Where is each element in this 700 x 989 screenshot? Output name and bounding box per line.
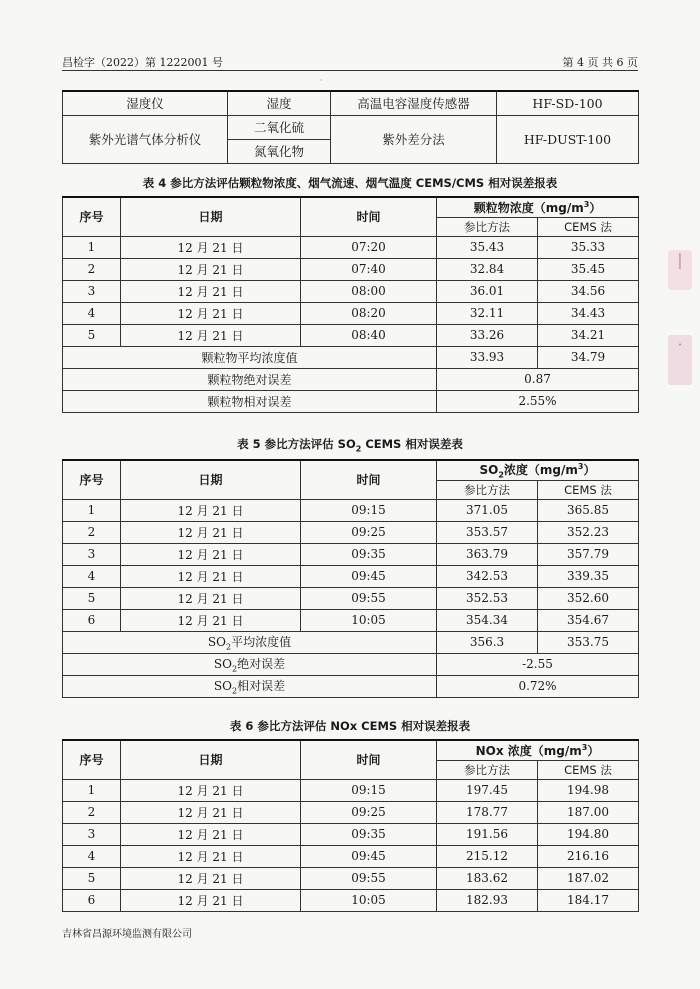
- row-time: 08:40: [301, 324, 437, 346]
- row-seq: 6: [63, 889, 121, 911]
- avg-row: [63, 631, 639, 653]
- rel-value: 2.55%: [437, 390, 639, 412]
- row-date: 12 月 21 日: [121, 499, 301, 521]
- col-cems: CEMS 法: [538, 760, 639, 779]
- row-time: 09:55: [301, 867, 437, 889]
- col-cems: CEMS 法: [538, 217, 639, 236]
- row-time: 08:00: [301, 280, 437, 302]
- row-ref: 215.12: [437, 845, 538, 867]
- instrument-param: 二氧化硫: [228, 115, 331, 139]
- avg-cems: 34.79: [538, 346, 639, 368]
- row-seq: 1: [63, 236, 121, 258]
- row-time: 10:05: [301, 609, 437, 631]
- row-cems: 34.43: [538, 302, 639, 324]
- col-time: 时间: [301, 740, 437, 779]
- row-seq: 5: [63, 324, 121, 346]
- row-seq: 2: [63, 258, 121, 280]
- table4: [62, 196, 639, 413]
- row-cems: 352.60: [538, 587, 639, 609]
- row-cems: 216.16: [538, 845, 639, 867]
- row-cems: 194.98: [538, 779, 639, 801]
- row-seq: 3: [63, 823, 121, 845]
- row-time: 09:55: [301, 587, 437, 609]
- col-date: 日期: [121, 197, 301, 236]
- row-cems: 187.00: [538, 801, 639, 823]
- row-time: 09:35: [301, 543, 437, 565]
- row-cems: 194.80: [538, 823, 639, 845]
- row-ref: 36.01: [437, 280, 538, 302]
- row-time: 09:15: [301, 779, 437, 801]
- abs-error-row: [63, 368, 639, 390]
- row-date: 12 月 21 日: [121, 324, 301, 346]
- row-cems: 34.56: [538, 280, 639, 302]
- row-time: 10:05: [301, 889, 437, 911]
- row-seq: 4: [63, 302, 121, 324]
- avg-row: [63, 346, 639, 368]
- row-ref: 353.57: [437, 521, 538, 543]
- table6-caption: 表 6 参比方法评估 NOx CEMS 相对误差报表: [229, 719, 471, 733]
- instrument-method: 紫外差分法: [331, 115, 497, 163]
- table-row: [63, 823, 639, 845]
- row-ref: 32.84: [437, 258, 538, 280]
- col-group: 颗粒物浓度$(mg/m^3)$: [437, 197, 639, 217]
- col-seq: 序号: [63, 740, 121, 779]
- table-header-row: [63, 740, 639, 760]
- instrument-model: HF-DUST-100: [497, 115, 639, 163]
- avg-label: 颗粒物平均浓度值: [63, 346, 437, 368]
- company-footer: 吉林省昌源环境监测有限公司: [62, 929, 192, 940]
- row-ref: 197.45: [437, 779, 538, 801]
- row-ref: 191.56: [437, 823, 538, 845]
- avg-ref: 356.3: [437, 631, 538, 653]
- row-date: 12 月 21 日: [121, 867, 301, 889]
- row-cems: 34.21: [538, 324, 639, 346]
- row-cems: 187.02: [538, 867, 639, 889]
- table-header-row: [63, 197, 639, 217]
- col-group: $SO_2$浓度$(mg/m^3)$: [437, 460, 639, 480]
- row-seq: 5: [63, 867, 121, 889]
- col-ref: 参比方法: [437, 480, 538, 499]
- table-row: [63, 801, 639, 823]
- row-ref: 371.05: [437, 499, 538, 521]
- table4-caption: 表 4 参比方法评估颗粒物浓度、烟气流速、烟气温度 CEMS/CMS 相对误差报表: [142, 176, 558, 190]
- row-ref: 35.43: [437, 236, 538, 258]
- row-ref: 354.34: [437, 609, 538, 631]
- table-row: [63, 302, 639, 324]
- col-time: 时间: [301, 197, 437, 236]
- row-date: 12 月 21 日: [121, 845, 301, 867]
- table-row: [63, 324, 639, 346]
- row-seq: 5: [63, 587, 121, 609]
- header-divider: [62, 70, 638, 71]
- table-row: [63, 521, 639, 543]
- row-cems: 35.33: [538, 236, 639, 258]
- row-ref: 182.93: [437, 889, 538, 911]
- table-row: [63, 280, 639, 302]
- col-cems: CEMS 法: [538, 480, 639, 499]
- seal-stamp-fragment: ·: [668, 335, 692, 385]
- instrument-table: [62, 90, 639, 164]
- abs-label: 颗粒物绝对误差: [63, 368, 437, 390]
- row-ref: 352.53: [437, 587, 538, 609]
- row-time: 09:45: [301, 845, 437, 867]
- avg-label: $SO_2$平均浓度值: [63, 631, 437, 653]
- seal-stamp-fragment: |: [668, 250, 692, 290]
- center-mark: ·: [320, 76, 323, 85]
- row-cems: 339.35: [538, 565, 639, 587]
- col-seq: 序号: [63, 197, 121, 236]
- table6: [62, 739, 639, 912]
- table-row: [63, 779, 639, 801]
- row-seq: 1: [63, 499, 121, 521]
- report-number: 昌检字（2022）第 1222001 号: [62, 56, 223, 69]
- row-seq: 4: [63, 845, 121, 867]
- row-date: 12 月 21 日: [121, 258, 301, 280]
- row-time: 09:35: [301, 823, 437, 845]
- row-ref: 183.62: [437, 867, 538, 889]
- table-row: [63, 609, 639, 631]
- row-seq: 1: [63, 779, 121, 801]
- instrument-method: 高温电容湿度传感器: [331, 91, 497, 115]
- row-date: 12 月 21 日: [121, 587, 301, 609]
- row-date: 12 月 21 日: [121, 521, 301, 543]
- row-date: 12 月 21 日: [121, 565, 301, 587]
- row-cems: 352.23: [538, 521, 639, 543]
- row-time: 09:15: [301, 499, 437, 521]
- row-seq: 3: [63, 280, 121, 302]
- abs-label: $SO_2$绝对误差: [63, 653, 437, 675]
- abs-value: 0.87: [437, 368, 639, 390]
- row-time: 08:20: [301, 302, 437, 324]
- row-cems: 184.17: [538, 889, 639, 911]
- table-row: [63, 889, 639, 911]
- col-time: 时间: [301, 460, 437, 499]
- rel-value: 0.72%: [437, 675, 639, 697]
- row-date: 12 月 21 日: [121, 889, 301, 911]
- table-row: [63, 258, 639, 280]
- table5: [62, 459, 639, 698]
- table-row: [63, 543, 639, 565]
- table-row: [63, 499, 639, 521]
- row-seq: 3: [63, 543, 121, 565]
- table-row: [63, 91, 639, 115]
- table-row: [63, 565, 639, 587]
- row-date: 12 月 21 日: [121, 779, 301, 801]
- instrument-name: 湿度仪: [63, 91, 228, 115]
- row-ref: 178.77: [437, 801, 538, 823]
- instrument-param: 氮氧化物: [228, 139, 331, 163]
- row-time: 09:25: [301, 521, 437, 543]
- table-row: [63, 115, 639, 139]
- page-header: [62, 50, 638, 72]
- row-date: 12 月 21 日: [121, 823, 301, 845]
- col-ref: 参比方法: [437, 217, 538, 236]
- rel-error-row: [63, 675, 639, 697]
- row-date: 12 月 21 日: [121, 302, 301, 324]
- row-date: 12 月 21 日: [121, 609, 301, 631]
- col-seq: 序号: [63, 460, 121, 499]
- avg-cems: 353.75: [538, 631, 639, 653]
- rel-label: $SO_2$相对误差: [63, 675, 437, 697]
- col-ref: 参比方法: [437, 760, 538, 779]
- row-cems: 35.45: [538, 258, 639, 280]
- table-row: [63, 587, 639, 609]
- row-cems: 357.79: [538, 543, 639, 565]
- row-seq: 4: [63, 565, 121, 587]
- row-ref: 33.26: [437, 324, 538, 346]
- instrument-param: 湿度: [228, 91, 331, 115]
- table-row: [63, 236, 639, 258]
- row-cems: 354.67: [538, 609, 639, 631]
- instrument-name: 紫外光谱气体分析仪: [63, 115, 228, 163]
- table-header-row: [63, 460, 639, 480]
- col-group: NOx 浓度$(mg/m^3)$: [437, 740, 639, 760]
- row-seq: 2: [63, 521, 121, 543]
- abs-value: -2.55: [437, 653, 639, 675]
- row-time: 07:20: [301, 236, 437, 258]
- row-date: 12 月 21 日: [121, 543, 301, 565]
- page-number: 第 4 页 共 6 页: [562, 56, 638, 69]
- col-date: 日期: [121, 460, 301, 499]
- row-date: 12 月 21 日: [121, 236, 301, 258]
- row-seq: 6: [63, 609, 121, 631]
- avg-ref: 33.93: [437, 346, 538, 368]
- abs-error-row: [63, 653, 639, 675]
- col-date: 日期: [121, 740, 301, 779]
- row-ref: 32.11: [437, 302, 538, 324]
- row-cems: 365.85: [538, 499, 639, 521]
- rel-error-row: [63, 390, 639, 412]
- row-ref: 363.79: [437, 543, 538, 565]
- row-ref: 342.53: [437, 565, 538, 587]
- row-time: 09:25: [301, 801, 437, 823]
- row-time: 09:45: [301, 565, 437, 587]
- row-date: 12 月 21 日: [121, 801, 301, 823]
- row-seq: 2: [63, 801, 121, 823]
- row-date: 12 月 21 日: [121, 280, 301, 302]
- row-time: 07:40: [301, 258, 437, 280]
- table5-caption: 表 5 参比方法评估 $SO_2$ CEMS 相对误差表: [237, 437, 463, 454]
- rel-label: 颗粒物相对误差: [63, 390, 437, 412]
- instrument-model: HF-SD-100: [497, 91, 639, 115]
- table-row: [63, 845, 639, 867]
- table-row: [63, 867, 639, 889]
